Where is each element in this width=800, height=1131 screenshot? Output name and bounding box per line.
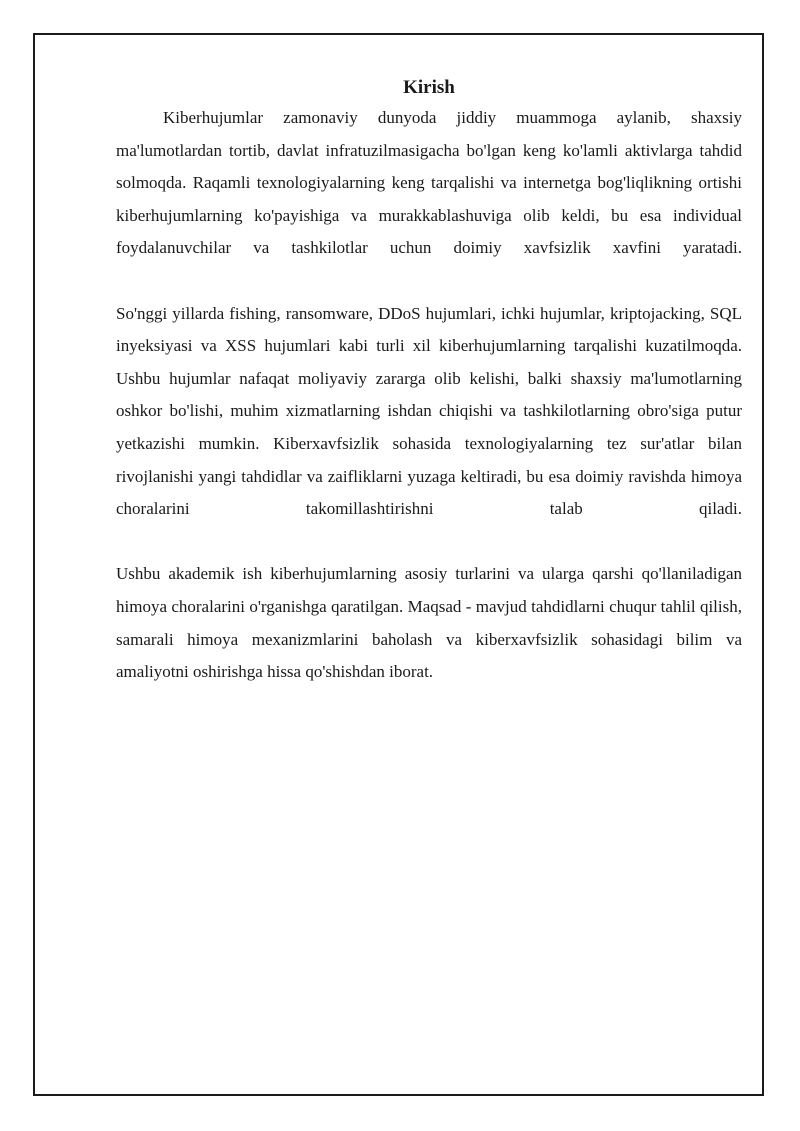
paragraph-intro: Kiberhujumlar zamonaviy dunyoda jiddiy muammoga aylanib, shaxsiy ma'lumotlardan tortib, davlat infratuzilmasigacha bo'lgan keng ko'lamli aktivlarga tahdid solmoqda. Raqamli texnologiyalarning keng tarqalishi va internetga bog'liqlikning ortishi kiberhujumlarning ko'payishiga va murakkablashuviga olib keldi, bu esa individual foydalanuvchilar va tashkilotlar uchun doimiy xavfsizlik xavfini yaratadi.	[116, 108, 742, 258]
document-body	[116, 74, 742, 689]
paragraph-spacer	[116, 526, 742, 559]
paragraph-spacer	[116, 265, 742, 298]
paragraph-purpose: Ushbu akademik ish kiberhujumlarning asosiy turlarini va ularga qarshi qo'llaniladigan himoya choralarini o'rganishga qaratilgan. Maqsad - mavjud tahdidlarni chuqur tahlil qilish, samarali himoya mexanizmlarini baholash va kiberxavfsizlik sohasidagi bilim va amaliyotni oshirishga hissa qo'shishdan iborat.	[116, 564, 742, 682]
paragraph-attack-types: So'nggi yillarda fishing, ransomware, DDoS hujumlari, ichki hujumlar, kriptojacking, SQL inyeksiyasi va XSS hujumlari kabi turli xil kiberhujumlarning tarqalishi kuzatilmoqda. Ushbu hujumlar nafaqat moliyaviy zararga olib kelishi, balki shaxsiy ma'lumotlarning oshkor bo'lishi, muhim xizmatlarning ishdan chiqishi va tashkilotlarning obro'siga putur yetkazishi mumkin. Kiberxavfsizlik sohasida texnologiyalarning tez sur'atlar bilan rivojlanishi yangi tahdidlar va zaifliklarni yuzaga keltiradi, bu esa doimiy ravishda himoya choralarini takomillashtirishni talab qiladi.	[116, 303, 742, 519]
page-title: Kirish	[403, 77, 455, 98]
